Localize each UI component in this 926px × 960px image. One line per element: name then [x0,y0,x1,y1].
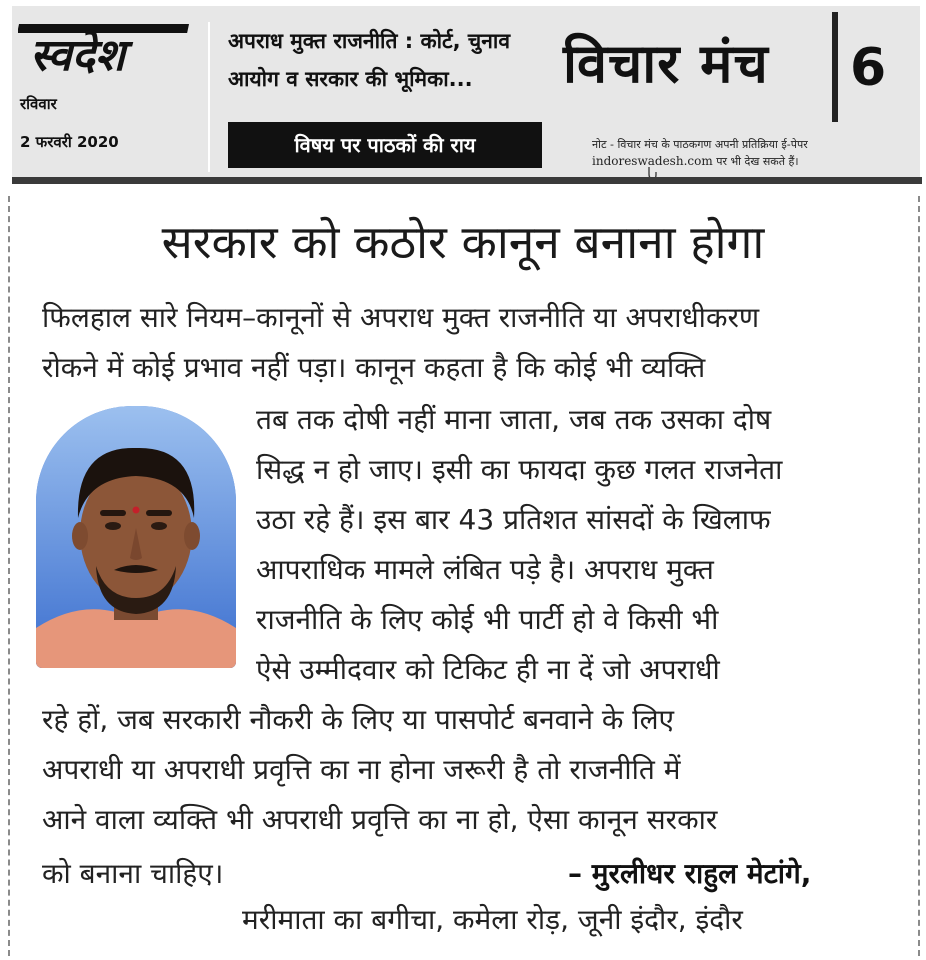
topic-title [228,22,543,98]
article-line: सिद्ध न हो जाए। इसी का फायदा कुछ गलत राजनेता [256,453,783,486]
newspaper-logo [18,10,198,84]
header-rule [12,177,922,184]
readers-opinion-label: विषय पर पाठकों की राय [228,122,542,168]
article-line: रहे हों, जब सरकारी नौकरी के लिए या पासपोर्ट बनवाने के लिए [42,703,675,736]
header-divider [208,22,210,172]
article-line: को बनाना चाहिए। [42,857,224,890]
article-line: आपराधिक मामले लंबित पड़े है। अपराध मुक्त [256,553,714,586]
author-photo [36,406,236,668]
page-number: 6 [850,38,887,98]
issue-day: रविवार [20,95,57,113]
dashed-frame-right [918,196,920,956]
article-line: आने वाला व्यक्ति भी अपराधी प्रवृत्ति का ना हो, ऐसा कानून सरकार [42,803,718,836]
logo-artwork [18,10,198,84]
article-line: उठा रहे हैं। इस बार 43 प्रतिशत सांसदों के खिलाफ [256,503,771,536]
article-line: रोकने में कोई प्रभाव नहीं पड़ा। कानून कहता है कि कोई भी व्यक्ति [42,351,706,384]
logo-text: स्वदेश [30,30,125,81]
section-title: विचार मंच [563,32,769,95]
article-line: राजनीति के लिए कोई भी पार्टी हो वे किसी भी [256,603,719,636]
article-line: फिलहाल सारे नियम–कानूनों से अपराध मुक्त राजनीति या अपराधीकरण [42,301,760,334]
article-line: ऐसे उम्मीदवार को टिकिट ही ना दें जो अपराधी [256,653,720,686]
note-line-1: नोट - विचार मंच के पाठकगण अपनी प्रतिक्रिया ई-पेपर [592,138,808,151]
author-address: मरीमाता का बगीचा, कमेला रोड़, जूनी इंदौर, इंदौर [242,903,743,936]
article-line: अपराधी या अपराधी प्रवृत्ति का ना होना जरूरी है तो राजनीति में [42,753,681,786]
topic-line-1: अपराध मुक्त राजनीति : कोर्ट, चुनाव [228,29,510,53]
article-headline: सरकार को कठोर कानून बनाना होगा [161,215,765,269]
note-line-2-rest: पर भी देख सकते हैं। [712,155,799,168]
article-line: तब तक दोषी नहीं माना जाता, जब तक उसका दोष [256,403,772,436]
epaper-link[interactable]: indoreswadesh.com [592,154,713,168]
epaper-note [592,136,892,170]
dashed-frame-left [8,196,10,956]
author-signature: – मुरलीधर राहुल मेटांगे, [568,857,812,890]
issue-date: 2 फरवरी 2020 [20,133,119,151]
note-line-2 [592,153,892,170]
author-portrait [36,406,236,668]
section-title-bar [832,12,838,122]
topic-line-2: आयोग व सरकार की भूमिका... [228,67,473,91]
